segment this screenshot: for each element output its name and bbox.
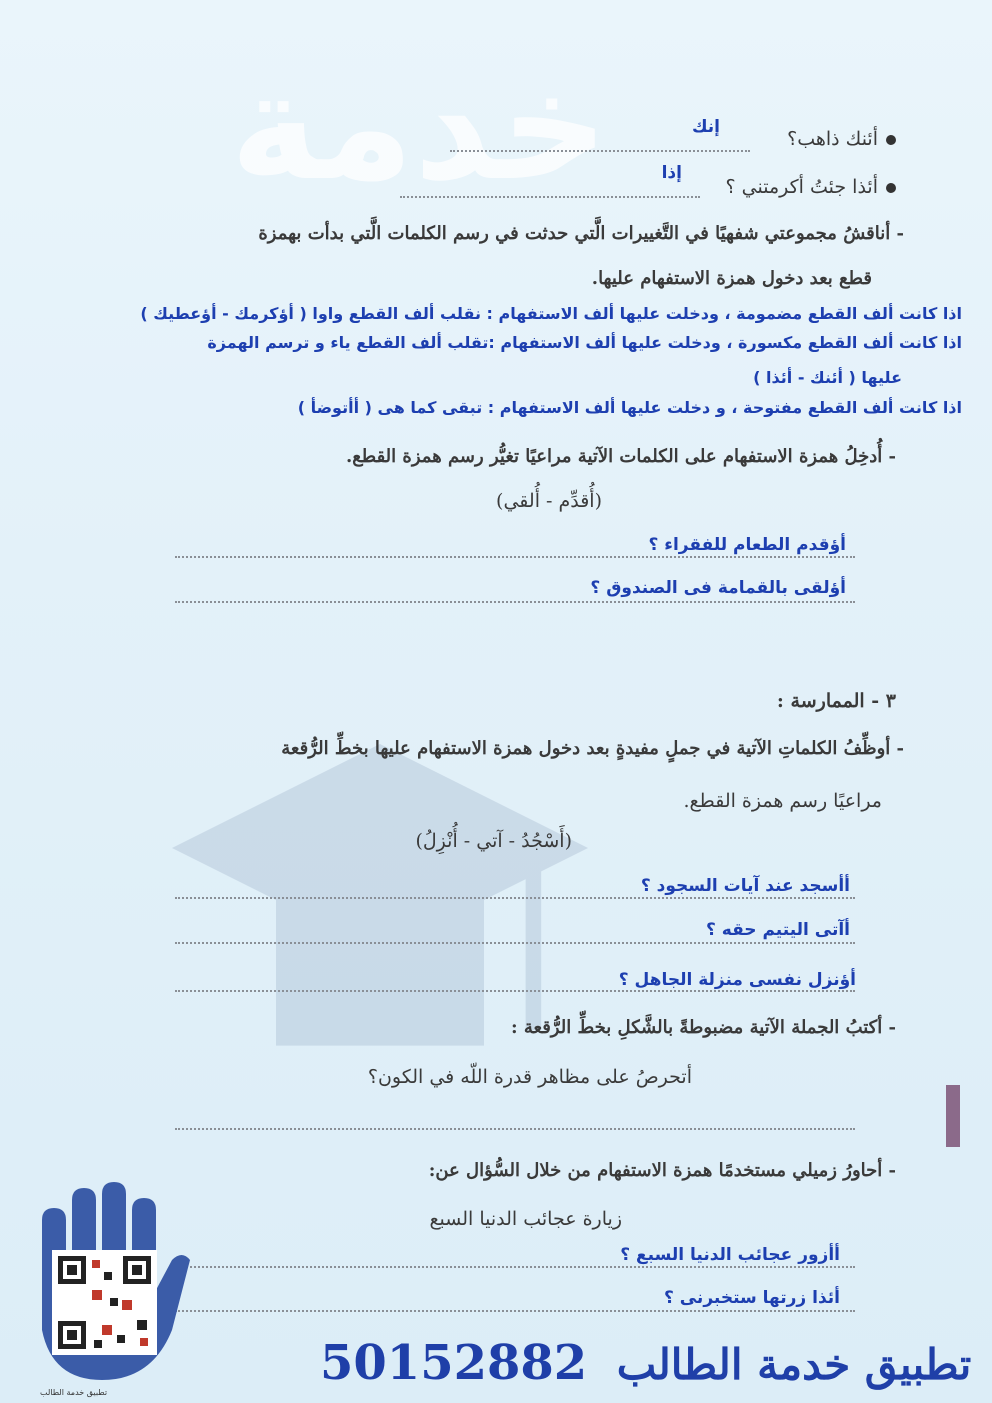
write-sentence: أتحرصُ على مظاهر قدرة اللّه في الكون؟ bbox=[367, 1066, 692, 1088]
answer-line bbox=[175, 1310, 855, 1312]
practice-answer-1: أأسجد عند آيات السجود ؟ bbox=[640, 876, 850, 896]
insert-answer-2: أؤلقى بالقمامة فى الصندوق ؟ bbox=[590, 578, 846, 598]
practice-instruction-cont: مراعيًا رسم همزة القطع. bbox=[683, 790, 882, 812]
dialog-answer-1: أأزور عجائب الدنيا السبع ؟ bbox=[620, 1245, 840, 1265]
insert-words: (أُقدِّم - أُلقي) bbox=[496, 490, 602, 512]
answer-line bbox=[175, 556, 855, 558]
rule-fathah: اذا كانت ألف القطع مفتوحة ، و دخلت عليها ألف الاستفهام : تبقى كما هى ( أأتوضأ ) bbox=[297, 398, 962, 417]
answer-q2: إذا bbox=[661, 163, 682, 183]
rule-dammah: اذا كانت ألف القطع مضمومة ، ودخلت عليها ألف الاستفهام : نقلب ألف القطع واوا ( أؤكرمك - أؤعطيك ) bbox=[140, 304, 962, 323]
rule-kasrah-cont: عليها ( أئنك - أئذا ) bbox=[753, 368, 902, 387]
dialog-topic: زيارة عجائب الدنيا السبع bbox=[429, 1208, 622, 1230]
rule-kasrah: اذا كانت ألف القطع مكسورة ، ودخلت عليها ألف الاستفهام :تقلب ألف القطع ياء و ترسم الهمزة bbox=[207, 333, 962, 352]
answer-line bbox=[400, 196, 700, 198]
answer-line bbox=[450, 150, 750, 152]
write-instruction: - أكتبُ الجملة الآتية مضبوطةً بالشَّكلِ بخطِّ الرُّقعة : bbox=[510, 1017, 896, 1038]
practice-answer-3: أؤنزل نفسى منزلة الجاهل ؟ bbox=[618, 970, 856, 990]
practice-instruction: - أوظِّفُ الكلماتِ الآتية في جملٍ مفيدةٍ بعد دخول همزة الاستفهام عليها بخطِّ الرُّقعة bbox=[281, 738, 904, 759]
answer-line bbox=[175, 601, 855, 603]
discuss-instruction: - أناقشُ مجموعتي شفهيًا في التَّغييرات الَّتي حدثت في رسم الكلمات الَّتي بدأت بهمزة bbox=[258, 223, 904, 244]
practice-answer-2: أآتى اليتيم حقه ؟ bbox=[705, 920, 850, 940]
insert-instruction: - أُدخِلُ همزة الاستفهام على الكلمات الآتية مراعيًا تغيُّر رسم همزة القطع. bbox=[345, 446, 896, 467]
qr-hand-logo bbox=[22, 1180, 192, 1390]
footer-banner bbox=[320, 1335, 971, 1391]
watermark-text: خدمة bbox=[230, 40, 609, 214]
phone-number: 50152882 bbox=[320, 1335, 588, 1391]
bullet-icon bbox=[886, 135, 896, 145]
answer-line bbox=[175, 1128, 855, 1130]
discuss-instruction-cont: قطع بعد دخول همزة الاستفهام عليها. bbox=[591, 268, 872, 289]
answer-line bbox=[175, 990, 855, 992]
practice-words: (أَسْجُدُ - آتي - أُنْزِلُ) bbox=[415, 830, 572, 852]
practice-heading: ٣ - الممارسة : bbox=[776, 690, 896, 712]
answer-line bbox=[175, 1266, 855, 1268]
insert-answer-1: أؤقدم الطعام للفقراء ؟ bbox=[648, 535, 846, 555]
side-accent-bar bbox=[946, 1085, 960, 1147]
answer-q1: إنك bbox=[691, 117, 720, 137]
bullet-icon bbox=[886, 183, 896, 193]
dialog-instruction: - أحاورُ زميلي مستخدمًا همزة الاستفهام من خلال السُّؤال عن: bbox=[428, 1160, 896, 1181]
question-1: أئنك ذاهب؟ bbox=[787, 128, 896, 150]
app-name: تطبيق خدمة الطالب bbox=[616, 1340, 972, 1389]
answer-line bbox=[175, 897, 855, 899]
answer-line bbox=[175, 942, 855, 944]
dialog-answer-2: أئذا زرتها ستخبرنى ؟ bbox=[663, 1288, 840, 1308]
question-2: أئذا جئتُ أكرمتني ؟ bbox=[726, 176, 896, 198]
qr-caption: تطبيق خدمة الطالب bbox=[40, 1388, 108, 1397]
